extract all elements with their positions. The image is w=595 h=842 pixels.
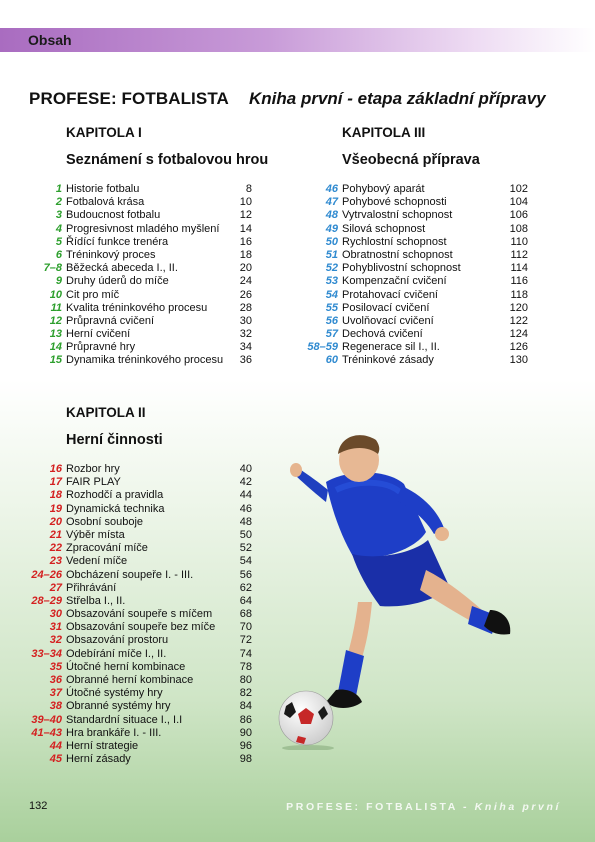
- toc-entry-number: 14: [49, 341, 62, 354]
- toc-entry-page: 20: [239, 262, 252, 275]
- toc-entry-number: 7–8: [43, 262, 62, 275]
- toc-entry-page: 68: [239, 608, 252, 621]
- toc-entry-page: 126: [509, 341, 528, 354]
- toc-entry-number: 39–40: [31, 713, 62, 726]
- toc-entry-number: 9: [55, 275, 62, 288]
- toc-entry-page: 26: [239, 288, 252, 301]
- toc-entry: [49, 581, 252, 595]
- toc-entry: [325, 328, 528, 341]
- toc-entry: [49, 608, 252, 621]
- toc-entry-page: 56: [239, 568, 252, 581]
- toc-entry-title: Obranné herní kombinace: [66, 674, 194, 686]
- toc-entry-title: Běžecká abeceda I., II.: [66, 262, 178, 275]
- toc-entry-page: 42: [239, 476, 252, 489]
- toc-entry: [325, 275, 528, 288]
- toc-entry: [49, 674, 252, 687]
- toc-entry: [49, 476, 252, 489]
- toc-entry-title: Obcházení soupeře I. - III.: [66, 568, 194, 581]
- chapter-1-label: KAPITOLA I: [66, 125, 142, 140]
- toc-entry-page: 52: [239, 542, 252, 555]
- toc-entry-page: 108: [509, 222, 528, 235]
- toc-entry: [325, 209, 528, 222]
- toc-entry: [49, 489, 252, 502]
- toc-entry: [49, 700, 252, 713]
- toc-entry-number: 16: [49, 463, 62, 475]
- toc-entry-page: 50: [239, 528, 252, 541]
- toc-entry-number: 23: [49, 555, 62, 568]
- toc-entry-page: 98: [239, 753, 252, 766]
- toc-entry-page: 130: [509, 354, 528, 367]
- toc-entry-page: 118: [510, 288, 528, 301]
- toc-entry: [49, 328, 252, 341]
- toc-entry: [325, 183, 528, 196]
- toc-entry-title: Vedení míče: [66, 555, 128, 568]
- toc-entry-number: 15: [49, 354, 62, 367]
- toc-entry: [325, 248, 528, 262]
- toc-entry: [31, 568, 252, 582]
- toc-entry: [49, 354, 252, 367]
- toc-entry-title: Druhy úderů do míče: [66, 275, 169, 288]
- toc-entry: [49, 314, 252, 328]
- toc-entry: [49, 555, 252, 568]
- toc-entry-title: Budoucnost fotbalu: [66, 209, 161, 222]
- toc-entry: [49, 502, 252, 516]
- toc-entry-title: Řídící funkce trenéra: [66, 235, 169, 248]
- toc-entry: [325, 288, 528, 302]
- toc-entry-title: Fotbalová krása: [66, 196, 145, 209]
- toc-entry-page: 24: [239, 275, 252, 288]
- toc-entry: [55, 209, 252, 222]
- football-player-kicking-ball-icon: [276, 420, 516, 750]
- toc-entry-page: 96: [239, 739, 252, 752]
- toc-entry-title: Rychlostní schopnost: [342, 235, 447, 248]
- toc-entry-title: Tréninkové zásady: [342, 354, 434, 367]
- toc-entry-page: 124: [509, 328, 528, 341]
- toc-entry-number: 55: [325, 301, 338, 314]
- toc-entry-page: 46: [239, 502, 252, 515]
- toc-entry: [49, 687, 252, 700]
- toc-entry-number: 45: [49, 753, 62, 766]
- toc-entry-title: Historie fotbalu: [66, 183, 140, 195]
- chapter-1-list: [43, 183, 252, 368]
- toc-entry: [31, 594, 252, 608]
- toc-entry: [325, 301, 528, 315]
- toc-entry-title: Silová schopnost: [342, 222, 426, 235]
- toc-entry-page: 90: [239, 726, 252, 739]
- toc-entry-number: 54: [325, 288, 338, 301]
- toc-entry-title: Přihrávání: [66, 581, 117, 594]
- toc-entry-page: 110: [510, 235, 528, 248]
- toc-entry-page: 28: [239, 301, 252, 314]
- toc-entry-number: 5: [55, 235, 62, 248]
- toc-entry-number: 38: [49, 700, 62, 713]
- chapter-2-label: KAPITOLA II: [66, 405, 146, 420]
- toc-entry-title: Vytrvalostní schopnost: [342, 209, 453, 222]
- toc-entry-title: Průpravná cvičení: [66, 314, 155, 327]
- toc-entry: [325, 196, 528, 209]
- toc-entry-title: Střelba I., II.: [66, 594, 126, 607]
- toc-entry-number: 17: [49, 476, 62, 489]
- toc-entry-number: 28–29: [31, 594, 62, 607]
- toc-entry-page: 120: [509, 301, 528, 314]
- chapter-1-title: Seznámení s fotbalovou hrou: [66, 152, 269, 168]
- toc-entry-page: 112: [510, 248, 528, 261]
- toc-entry-number: 36: [49, 674, 62, 686]
- chapter-3-label: KAPITOLA III: [342, 125, 426, 140]
- toc-entry-title: Útočné systémy hry: [66, 687, 163, 700]
- toc-entry-page: 44: [239, 489, 252, 502]
- toc-entry-page: 82: [239, 687, 252, 700]
- toc-entry-number: 13: [49, 328, 62, 341]
- toc-entry-title: Posilovací cvičení: [342, 301, 430, 314]
- toc-entry: [307, 341, 528, 354]
- toc-entry-number: 35: [49, 660, 62, 673]
- toc-entry-number: 58–59: [307, 341, 338, 354]
- toc-entry-number: 57: [325, 328, 338, 341]
- toc-entry-title: Pohyblivostní schopnost: [342, 262, 461, 275]
- toc-entry: [49, 621, 252, 634]
- toc-entry-number: 4: [55, 222, 62, 235]
- toc-entry-number: 37: [49, 687, 62, 700]
- toc-entry-page: 74: [239, 647, 252, 660]
- toc-entry-page: 104: [509, 196, 528, 209]
- toc-entry-page: 64: [239, 594, 252, 607]
- toc-entry-page: 116: [510, 275, 528, 288]
- toc-entry-title: Obsazování soupeře s míčem: [66, 608, 213, 621]
- toc-entry-title: Kvalita tréninkového procesu: [66, 301, 208, 314]
- footer-brand-volume: Kniha první: [474, 801, 561, 813]
- toc-entry-number: 56: [325, 314, 338, 327]
- toc-entry-page: 48: [239, 515, 252, 528]
- toc-entry-page: 72: [239, 634, 252, 647]
- toc-entry: [50, 301, 252, 315]
- toc-entry-title: Osobní souboje: [66, 515, 144, 528]
- toc-entry: [49, 753, 252, 766]
- toc-entry-page: 80: [239, 674, 252, 686]
- toc-entry-page: 102: [509, 183, 528, 195]
- toc-entry-number: 52: [325, 262, 338, 275]
- toc-entry-page: 8: [245, 183, 252, 195]
- toc-entry-page: 34: [239, 341, 252, 354]
- toc-entry-number: 11: [50, 301, 62, 314]
- toc-entry: [31, 647, 252, 661]
- toc-entry-title: Zpracování míče: [66, 542, 148, 555]
- footer-brand-name: PROFESE: FOTBALISTA: [286, 801, 458, 813]
- toc-entry-title: Tréninkový proces: [66, 248, 156, 261]
- footer-brand-separator: -: [457, 801, 475, 813]
- toc-entry-page: 12: [239, 209, 252, 222]
- toc-entry: [49, 739, 252, 753]
- toc-entry-page: 62: [239, 581, 252, 594]
- toc-entry-number: 31: [49, 621, 62, 634]
- toc-entry-page: 10: [239, 196, 252, 209]
- toc-entry-number: 21: [49, 528, 62, 541]
- toc-entry: [31, 713, 252, 727]
- toc-entry-number: 44: [49, 739, 62, 752]
- page-number: 132: [29, 800, 48, 812]
- toc-entry-title: Pohybový aparát: [342, 183, 425, 195]
- toc-entry-number: 19: [49, 502, 62, 515]
- section-header-bar: [0, 28, 595, 52]
- section-label: Obsah: [28, 32, 72, 48]
- toc-entry-number: 41–43: [31, 726, 62, 739]
- toc-entry-title: Regenerace sil I., II.: [342, 341, 440, 354]
- toc-entry-page: 36: [239, 354, 252, 367]
- toc-entry: [55, 235, 252, 249]
- toc-entry-title: Dynamická technika: [66, 502, 165, 515]
- page-title: PROFESE: FOTBALISTA: [29, 89, 229, 108]
- toc-entry-number: 1: [55, 183, 62, 195]
- toc-entry-number: 51: [325, 248, 338, 261]
- toc-entry-title: Uvolňovací cvičení: [342, 314, 434, 327]
- chapter-2-title: Herní činnosti: [66, 432, 163, 448]
- toc-entry-title: Rozbor hry: [66, 463, 120, 475]
- toc-entry-number: 20: [49, 515, 62, 528]
- toc-entry-number: 10: [49, 288, 62, 301]
- toc-entry-title: Průpravné hry: [66, 341, 136, 354]
- toc-entry: [55, 248, 252, 262]
- toc-entry: [31, 726, 252, 740]
- toc-entry-title: Rozhodčí a pravidla: [66, 489, 164, 502]
- toc-entry-page: 14: [239, 222, 252, 235]
- toc-entry: [49, 515, 252, 529]
- toc-entry-number: 47: [325, 196, 338, 209]
- toc-entry-title: Obratnostní schopnost: [342, 248, 453, 261]
- toc-entry-title: Odebírání míče I., II.: [66, 647, 167, 660]
- toc-entry: [55, 183, 252, 196]
- toc-entry: [49, 542, 252, 555]
- toc-entry-number: 30: [49, 608, 62, 621]
- toc-entry: [325, 262, 528, 275]
- toc-entry-title: Pohybové schopnosti: [342, 196, 447, 209]
- toc-entry-title: Dechová cvičení: [342, 328, 423, 341]
- page-subtitle: Kniha první - etapa základní přípravy: [249, 89, 546, 108]
- toc-entry-number: 22: [49, 542, 62, 555]
- toc-entry-title: Obsazování prostoru: [66, 634, 169, 647]
- toc-entry-page: 106: [509, 209, 528, 222]
- toc-entry: [49, 528, 252, 542]
- chapter-2-list: [31, 463, 252, 766]
- toc-entry: [325, 235, 528, 249]
- toc-entry-title: Herní zásady: [66, 753, 131, 766]
- toc-entry-title: Kompenzační cvičení: [342, 275, 447, 288]
- toc-entry-page: 122: [509, 314, 528, 327]
- footer-brand: [286, 801, 561, 813]
- toc-entry-title: Protahovací cvičení: [342, 288, 438, 301]
- toc-entry-page: 32: [239, 328, 252, 341]
- toc-entry: [49, 634, 252, 647]
- toc-entry-title: Dynamika tréninkového procesu: [66, 354, 224, 367]
- toc-entry-number: 18: [49, 489, 62, 502]
- toc-entry-page: 114: [510, 262, 528, 275]
- toc-entry: [49, 341, 252, 354]
- toc-entry: [49, 660, 252, 674]
- toc-entry-number: 46: [325, 183, 338, 195]
- toc-entry: [49, 463, 252, 476]
- toc-entry: [325, 314, 528, 328]
- toc-entry-number: 33–34: [31, 647, 62, 660]
- toc-entry-number: 50: [325, 235, 338, 248]
- toc-entry-page: 16: [239, 235, 252, 248]
- toc-entry-title: FAIR PLAY: [66, 476, 121, 489]
- toc-entry-number: 60: [325, 354, 338, 367]
- toc-entry-page: 84: [239, 700, 252, 713]
- toc-entry: [325, 222, 528, 236]
- toc-entry-title: Cit pro míč: [66, 288, 120, 301]
- toc-entry-page: 70: [239, 621, 252, 634]
- toc-entry-title: Hra brankáře I. - III.: [66, 726, 162, 739]
- toc-entry-title: Obsazování soupeře bez míče: [66, 621, 216, 634]
- toc-entry-number: 32: [49, 634, 62, 647]
- toc-entry: [49, 288, 252, 302]
- toc-entry-page: 30: [239, 314, 252, 327]
- toc-entry: [43, 262, 252, 275]
- toc-entry-number: 49: [325, 222, 338, 235]
- toc-entry: [325, 354, 528, 367]
- chapter-3-title: Všeobecná příprava: [342, 152, 480, 168]
- toc-entry: [55, 196, 252, 209]
- toc-entry-title: Útočné herní kombinace: [66, 660, 186, 673]
- toc-entry: [55, 222, 252, 236]
- toc-entry-number: 48: [325, 209, 338, 222]
- toc-entry-page: 86: [239, 713, 252, 726]
- toc-entry-title: Obranné systémy hry: [66, 700, 171, 713]
- toc-entry-number: 53: [325, 275, 338, 288]
- toc-entry: [55, 275, 252, 288]
- toc-entry-title: Herní strategie: [66, 739, 139, 752]
- toc-entry-number: 12: [49, 314, 62, 327]
- toc-entry-number: 3: [55, 209, 62, 222]
- toc-entry-number: 27: [49, 581, 62, 594]
- toc-entry-number: 24–26: [31, 568, 62, 581]
- toc-entry-page: 54: [239, 555, 252, 568]
- toc-entry-title: Standardní situace I., I.I: [66, 713, 183, 726]
- toc-entry-title: Progresivnost mladého myšlení: [66, 222, 220, 235]
- toc-entry-page: 18: [239, 248, 252, 261]
- chapter-3-list: [307, 183, 528, 368]
- toc-entry-page: 40: [239, 463, 252, 475]
- toc-entry-page: 78: [239, 660, 252, 673]
- toc-entry-title: Herní cvičení: [66, 328, 131, 341]
- toc-entry-number: 6: [55, 248, 62, 261]
- toc-entry-number: 2: [55, 196, 62, 209]
- toc-entry-title: Výběr místa: [66, 528, 125, 541]
